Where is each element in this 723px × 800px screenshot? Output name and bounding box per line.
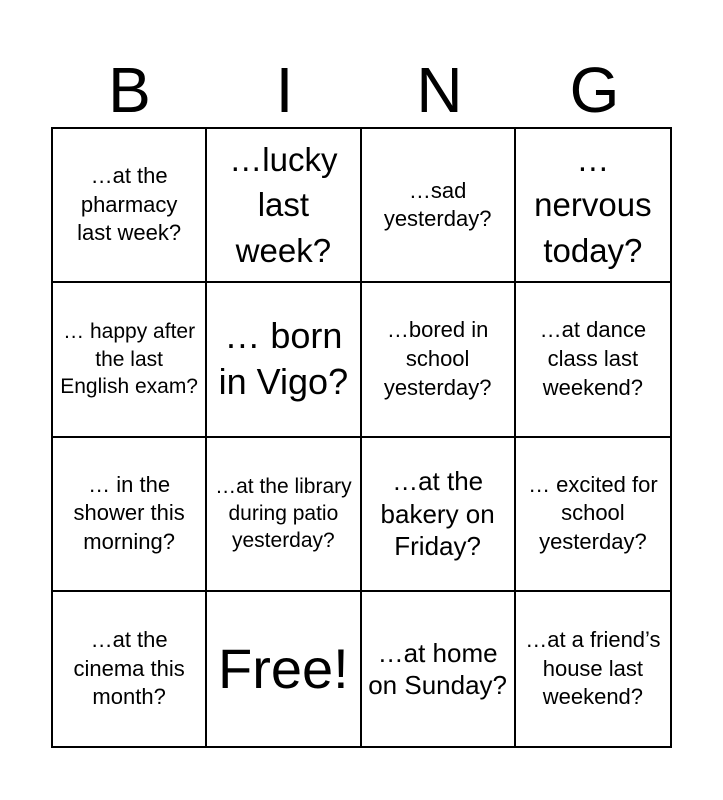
bingo-header xyxy=(52,52,672,128)
cell-text: …lucky last week? xyxy=(229,140,338,269)
header-letter-i: I xyxy=(275,54,294,126)
cell-text: …at the pharmacy last week? xyxy=(77,163,182,246)
cell-text: …at the library during patio yesterday? xyxy=(215,474,352,553)
cell-text: …at a friend’s house last weekend? xyxy=(525,626,661,710)
cell-text: … excited for school yesterday? xyxy=(528,471,658,554)
bingo-cell[interactable] xyxy=(53,283,207,437)
bingo-board xyxy=(51,127,672,748)
bingo-cell[interactable] xyxy=(53,438,207,592)
bingo-cell[interactable] xyxy=(207,283,361,437)
cell-text: … nervous today? xyxy=(534,140,652,269)
cell-text: … in the shower this morning? xyxy=(73,471,185,554)
header-letter-n: N xyxy=(416,54,463,126)
cell-text: …at dance class last weekend? xyxy=(539,317,647,400)
bingo-cell[interactable] xyxy=(516,129,670,283)
bingo-cell[interactable] xyxy=(362,592,516,746)
cell-text: … born in Vigo? xyxy=(218,314,349,403)
bingo-cell[interactable] xyxy=(362,438,516,592)
bingo-cell[interactable] xyxy=(362,283,516,437)
bingo-cell[interactable] xyxy=(516,283,670,437)
header-letter-g: G xyxy=(569,54,620,126)
cell-text: … happy after the last English exam? xyxy=(60,320,198,399)
bingo-cell[interactable] xyxy=(207,438,361,592)
bingo-cell[interactable] xyxy=(53,129,207,283)
bingo-cell[interactable] xyxy=(516,592,670,746)
bingo-cell[interactable] xyxy=(207,129,361,283)
cell-text: …at home on Sunday? xyxy=(368,637,508,700)
bingo-cell[interactable] xyxy=(53,592,207,746)
cell-text: …at the bakery on Friday? xyxy=(380,466,495,561)
bingo-cell[interactable] xyxy=(516,438,670,592)
free-cell[interactable] xyxy=(207,592,361,746)
free-space-label: Free! xyxy=(218,637,349,701)
cell-text: …sad yesterday? xyxy=(383,177,492,232)
cell-text: …bored in school yesterday? xyxy=(383,317,492,400)
cell-text: …at the cinema this month? xyxy=(73,626,185,710)
bingo-cell[interactable] xyxy=(362,129,516,283)
header-letter-b: B xyxy=(108,54,151,126)
